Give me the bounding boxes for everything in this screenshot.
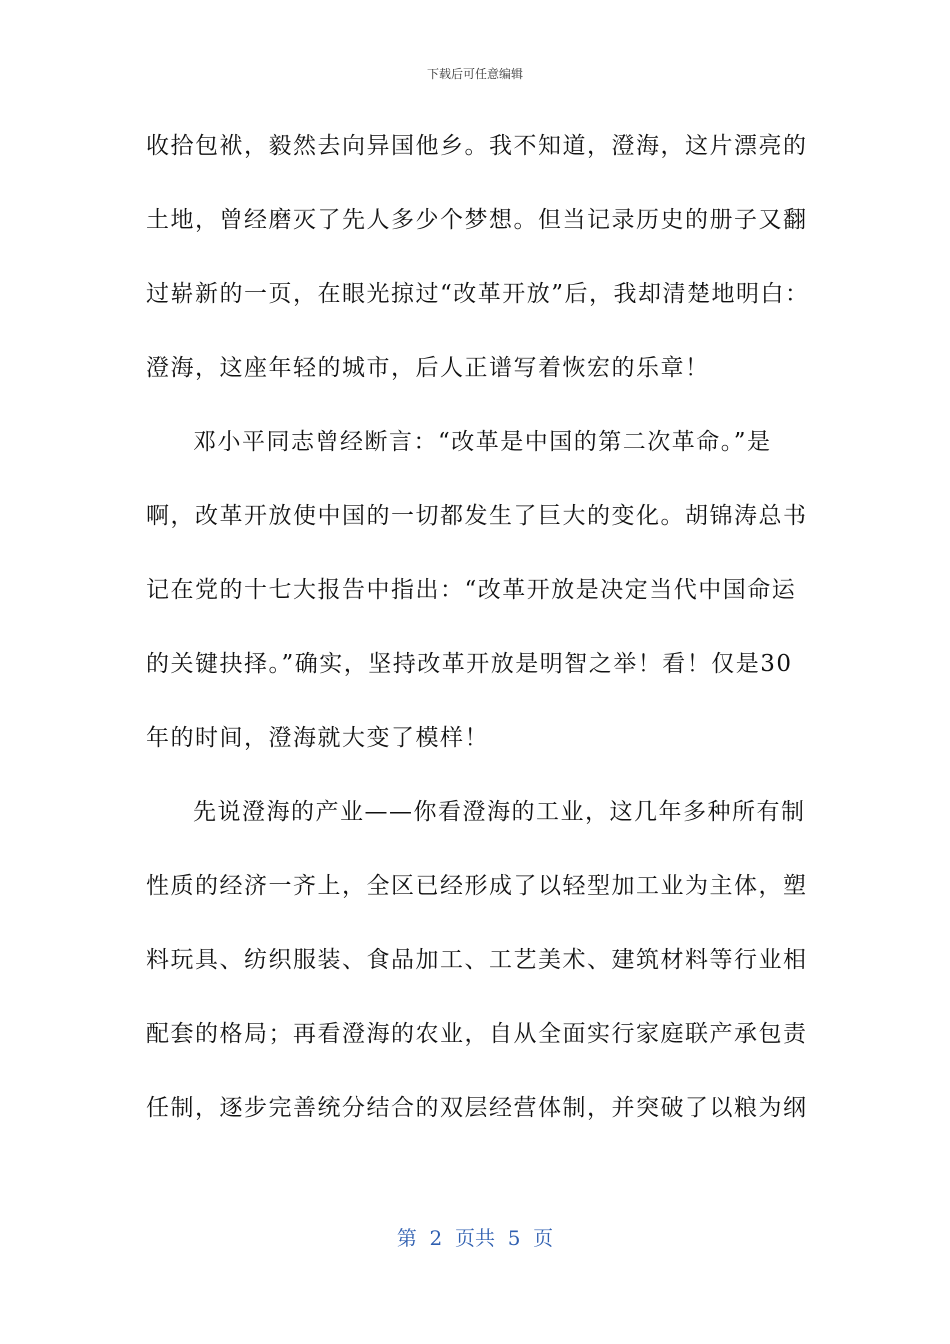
text-line: 性质的经济一齐上，全区已经形成了以轻型加工业为主体，塑: [146, 873, 808, 899]
header-note: 下载后可任意编辑: [426, 67, 523, 81]
paragraph-start-line: 先说澄海的产业——你看澄海的工业，这几年多种所有制: [193, 799, 806, 825]
text-line: 收拾包袱，毅然去向异国他乡。我不知道，澄海，这片漂亮的: [146, 133, 808, 159]
text-line: 料玩具、纺织服装、食品加工、工艺美术、建筑材料等行业相: [146, 947, 808, 973]
text-line: 澄海，这座年轻的城市，后人正谱写着恢宏的乐章！: [146, 355, 710, 381]
text-line: 任制，逐步完善统分结合的双层经营体制，并突破了以粮为纲: [146, 1095, 808, 1121]
text-line: 的关键抉择。”确实，坚持改革开放是明智之举！看！仅是30: [146, 651, 793, 677]
paragraph-start-line: 邓小平同志曾经断言：“改革是中国的第二次革命。”是: [193, 429, 772, 455]
text-line: 土地，曾经磨灭了先人多少个梦想。但当记录历史的册子又翻: [146, 207, 808, 233]
text-line: 配套的格局；再看澄海的农业，自从全面实行家庭联产承包责: [146, 1021, 808, 1047]
text-line: 年的时间，澄海就大变了模样！: [146, 725, 489, 751]
page-number-footer: 第 2 页共 5 页: [396, 1226, 554, 1250]
text-line: 过崭新的一页，在眼光掠过“改革开放”后，我却清楚地明白：: [146, 281, 810, 307]
text-line: 啊，改革开放使中国的一切都发生了巨大的变化。胡锦涛总书: [146, 503, 808, 529]
body-text: [146, 118, 810, 1154]
text-line: 记在党的十七大报告中指出：“改革开放是决定当代中国命运: [146, 577, 797, 603]
